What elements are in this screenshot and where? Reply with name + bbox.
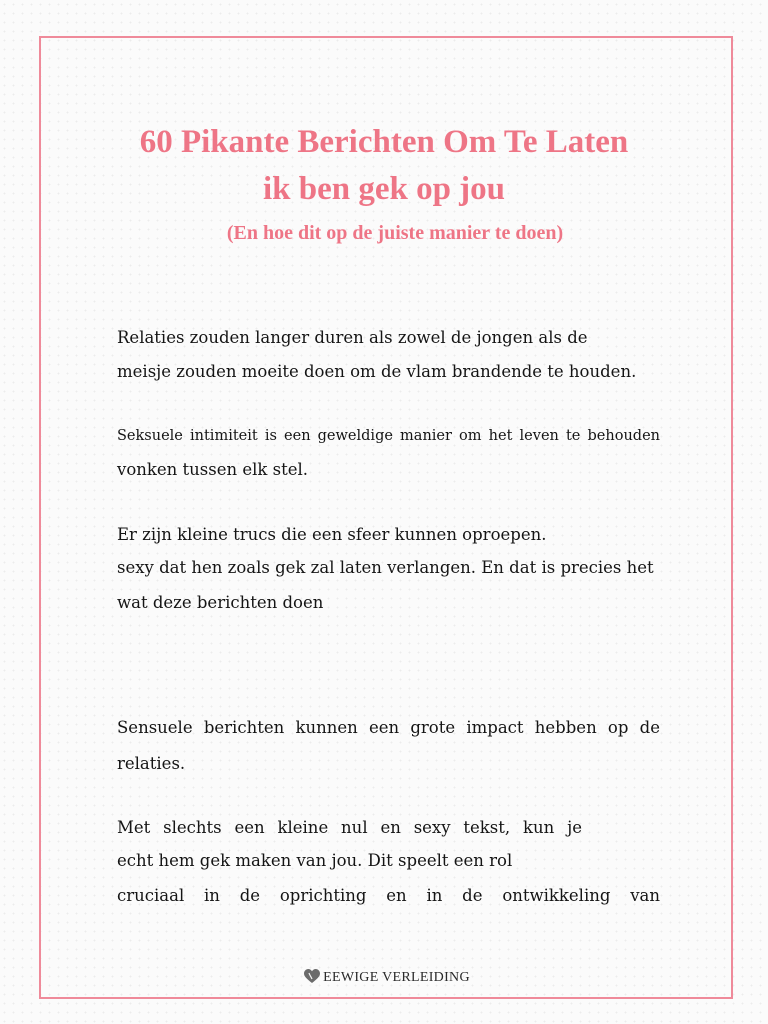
title-line-2: ik ben gek op jou <box>262 171 506 207</box>
paragraph-line: Relaties zouden langer duren als zowel de jongen als de <box>117 328 588 347</box>
paragraph-line: vonken tussen elk stel. <box>117 460 309 479</box>
paragraph-line: echt hem gek maken van jou. Dit speelt een rol <box>117 851 513 870</box>
paragraph-line: cruciaal in de oprichting en in de ontwikkeling van <box>117 886 660 905</box>
footer-brand <box>0 969 768 987</box>
paragraph-line: meisje zouden moeite doen om de vlam brandende te houden. <box>117 362 637 381</box>
paragraph-line: Met slechts een kleine nul en sexy tekst, kun je <box>117 818 582 837</box>
paragraph-line: Seksuele intimiteit is een geweldige manier om het leven te behouden <box>117 428 660 444</box>
footer-brand-label: EEWIGE VERLEIDING <box>323 970 470 985</box>
paragraph-line: Sensuele berichten kunnen een grote impact hebben op de <box>117 718 660 737</box>
paragraph-line: wat deze berichten doen <box>117 593 324 612</box>
heart-logo-icon <box>304 969 320 984</box>
paragraph-line: Er zijn kleine trucs die een sfeer kunnen oproepen. <box>117 525 547 544</box>
subtitle: (En hoe dit op de juiste manier te doen) <box>226 222 564 244</box>
paragraph-line: sexy dat hen zoals gek zal laten verlangen. En dat is precies het <box>117 558 654 577</box>
paragraph-line: relaties. <box>117 754 186 773</box>
title-line-1: 60 Pikante Berichten Om Te Laten <box>139 124 629 160</box>
